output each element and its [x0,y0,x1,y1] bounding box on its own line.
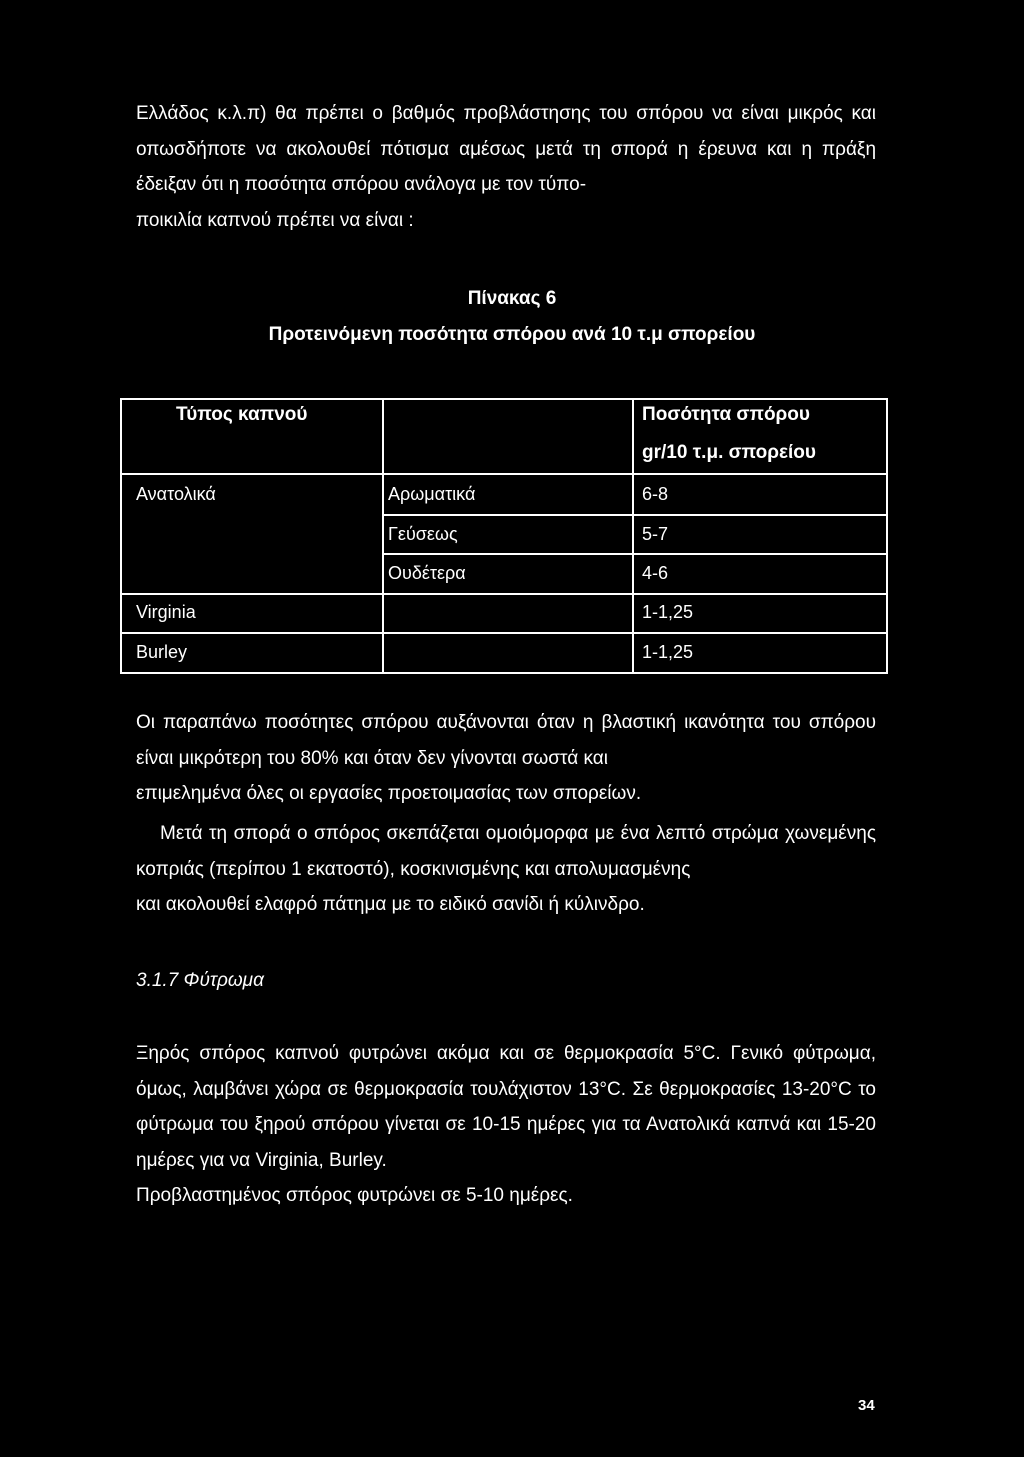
row-type: Ανατολικά [136,484,216,504]
row-amount: 1-1,25 [642,602,694,622]
table-rule [122,473,886,475]
paragraph-line: Ξηρός σπόρος καπνού φυτρώνει ακόμα και σε θερμοκρασία 5°C. Γενικό [136,1043,784,1064]
intro-line: έρευνα και η πράξη έδειξαν ότι η ποσότητα σπόρου ανάλογα με τον τύπο- [136,138,877,195]
row-subtype: Αρωματικά [388,484,476,504]
table-rule [122,632,886,634]
section-heading: 3.1.7 Φύτρωμα [136,970,264,991]
germination-paragraph [136,1036,876,1214]
row-type: Burley [136,642,188,662]
header-amount-line2: gr/10 τ.μ. σπορείου [642,442,816,463]
header-amount-line1: Ποσότητα σπόρου [642,404,810,425]
paragraph-line-last: επιμελημένα όλες οι εργασίες προετοιμασίας των σπορείων. [136,783,642,804]
page-number: 34 [858,1397,875,1414]
paragraph-line: ημέρες για τα Ανατολικά καπνά και 15-20 ημέρες για να Virginia, Burley. [136,1114,876,1171]
intro-paragraph [136,96,876,238]
intro-line-last: ποικιλία καπνού πρέπει να είναι : [136,209,414,231]
covering-paragraph [136,816,876,923]
table-caption-title: Προτεινόμενη ποσότητα σπόρου ανά 10 τ.μ σπορείου [268,324,756,345]
row-amount: 5-7 [642,524,669,544]
paragraph-line: Οι παραπάνω ποσότητες σπόρου αυξάνονται όταν η βλαστική ικανότητα [136,712,765,733]
paragraph-line-last: και ακολουθεί ελαφρό πάτημα με το ειδικό σανίδι ή κύλινδρο. [136,894,645,915]
table-caption-number: Πίνακας 6 [467,288,557,309]
paragraph-line: φύτρωμα, όμως, λαμβάνει χώρα σε θερμοκρασία τουλάχιστον 13°C. Σε [136,1043,877,1100]
table-rule [122,593,886,595]
table-rule [384,553,886,555]
seed-quantity-table [120,398,888,674]
table-column-rule [382,400,384,672]
row-amount: 1-1,25 [642,642,694,662]
paragraph-line-last: Προβλαστημένος σπόρος φυτρώνει σε 5-10 ημέρες. [136,1185,573,1206]
paragraph-line: χωνεμένης κοπριάς (περίπου 1 εκατοστό), κοσκινισμένης και απολυμασμένης [136,823,876,880]
quantity-note-paragraph [136,705,876,812]
row-type: Virginia [136,602,196,622]
paragraph-line: του σπόρου είναι μικρότερη του 80% και όταν δεν γίνονται σωστά και [136,712,877,769]
intro-line: Ελλάδος κ.λ.π) θα πρέπει ο βαθμός προβλάστησης του σπόρου να είναι [136,103,779,124]
row-amount: 6-8 [642,484,669,504]
paragraph-line: θερμοκρασίες 13-20°C το φύτρωμα του ξηρού σπόρου γίνεται σε 10-15 [136,1078,876,1135]
row-subtype: Ουδέτερα [388,563,466,583]
intro-line: μικρός και οπωσδήποτε να ακολουθεί πότισμα αμέσως μετά τη σπορά η [136,103,877,160]
paragraph-line: Μετά τη σπορά ο σπόρος σκεπάζεται ομοιόμορφα με ένα λεπτό στρώμα [160,823,779,844]
row-subtype: Γεύσεως [388,524,458,544]
table-column-rule [632,400,634,672]
row-amount: 4-6 [642,563,669,583]
table-rule [384,514,886,516]
header-type: Τύπος καπνού [176,404,308,425]
